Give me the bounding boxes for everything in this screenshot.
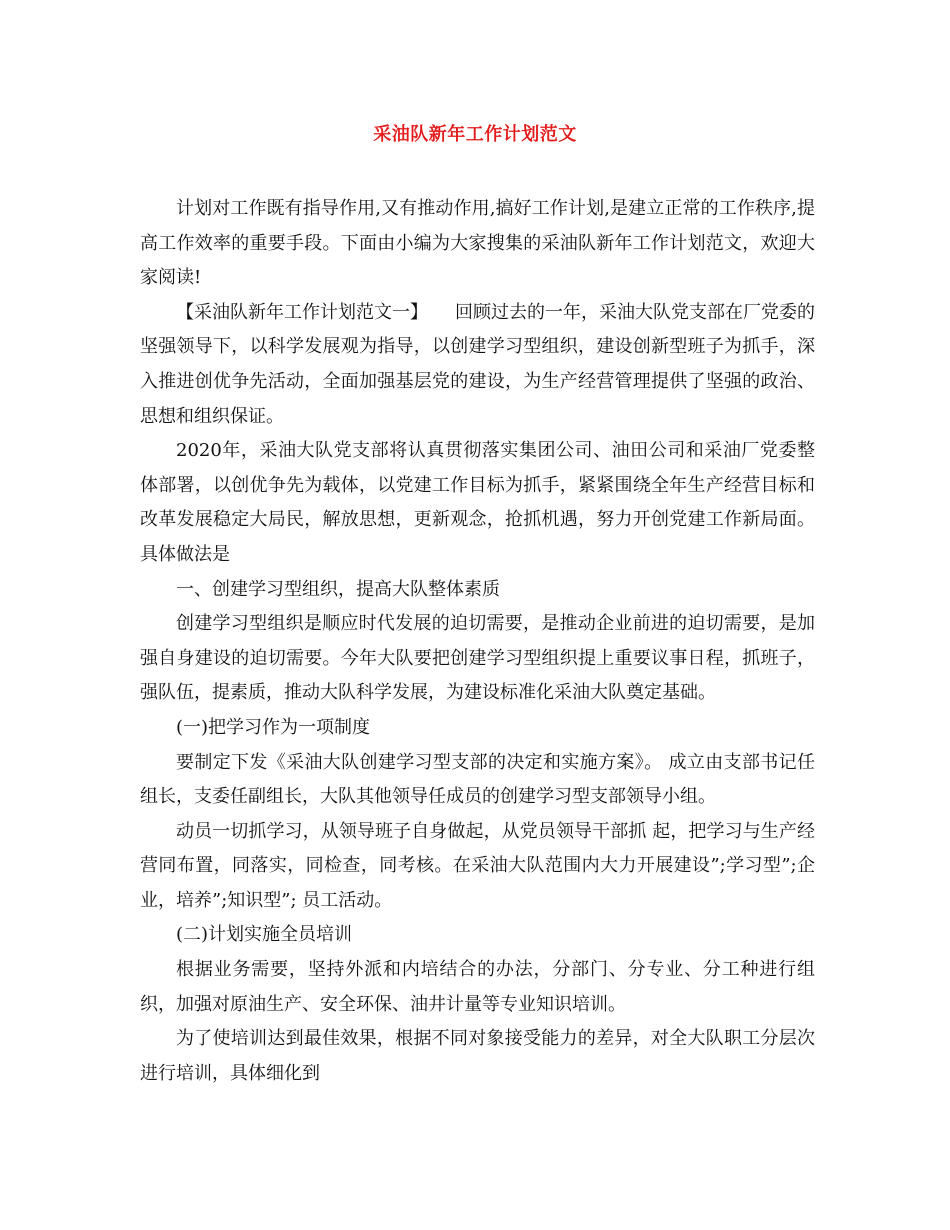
- subheading-1: (一)把学习作为一项制度: [176, 716, 371, 738]
- paragraph-2020-plan: 2020年，采油大队党支部将认真贯彻落实集团公司、油田公司和采油厂党委整体部署，以创优争先为载体，以党建工作目标为抓手，紧紧围绕全年生产经营目标和改革发展稳定大局民，解放思想，更新观念，抢抓机遇，努力开创党建工作新局面。具体做法是: [140, 440, 815, 565]
- paragraph-intro: 计划对工作既有指导作用,又有推动作用,搞好工作计划,是建立正常的工作秩序,提高工作效率的重要手段。下面由小编为大家搜集的采油队新年工作计划范文，欢迎大家阅读!: [140, 198, 815, 289]
- section-heading-1: 一、创建学习型组织，提高大队整体素质: [176, 578, 500, 600]
- paragraph-sample-one: 【采油队新年工作计划范文一】 回顾过去的一年，采油大队党支部在厂党委的坚强领导下，以科学发展观为指导，以创建学习型组织，建设创新型班子为抓手，深入推进创优争先活动，全面加强基层党的建设，为生产经营管理提供了坚强的政治、思想和组织保证。: [140, 301, 815, 427]
- document-title: 采油队新年工作计划范文: [373, 124, 577, 145]
- paragraph-training-detail: 为了使培训达到最佳效果，根据不同对象接受能力的差异，对全大队职工分层次进行培训，具体细化到: [140, 1028, 815, 1084]
- document-body: [140, 192, 815, 1091]
- paragraph-learning-org: 创建学习型组织是顺应时代发展的迫切需要，是推动企业前进的迫切需要，是加强自身建设的迫切需要。今年大队要把创建学习型组织提上重要议事日程，抓班子，强队伍，提素质，推动大队科学发展，为建设标准化采油大队奠定基础。: [140, 613, 815, 704]
- paragraph-plan-doc: 要制定下发《采油大队创建学习型支部的决定和实施方案》。 成立由支部书记任组长，支委任副组长，大队其他领导任成员的创建学习型支部领导小组。: [140, 751, 815, 808]
- paragraph-mobilize: 动员一切抓学习，从领导班子自身做起，从党员领导干部抓 起，把学习与生产经营同布置，同落实，同检查，同考核。在采油大队范围内大力开展建设”;学习型”;企业，培养”;知识型”; 员工活动。: [140, 820, 815, 911]
- paragraph-training: 根据业务需要，坚持外派和内培结合的办法，分部门、分专业、分工种进行组织，加强对原油生产、安全环保、油井计量等专业知识培训。: [140, 959, 815, 1015]
- subheading-2: (二)计划实施全员培训: [176, 924, 353, 946]
